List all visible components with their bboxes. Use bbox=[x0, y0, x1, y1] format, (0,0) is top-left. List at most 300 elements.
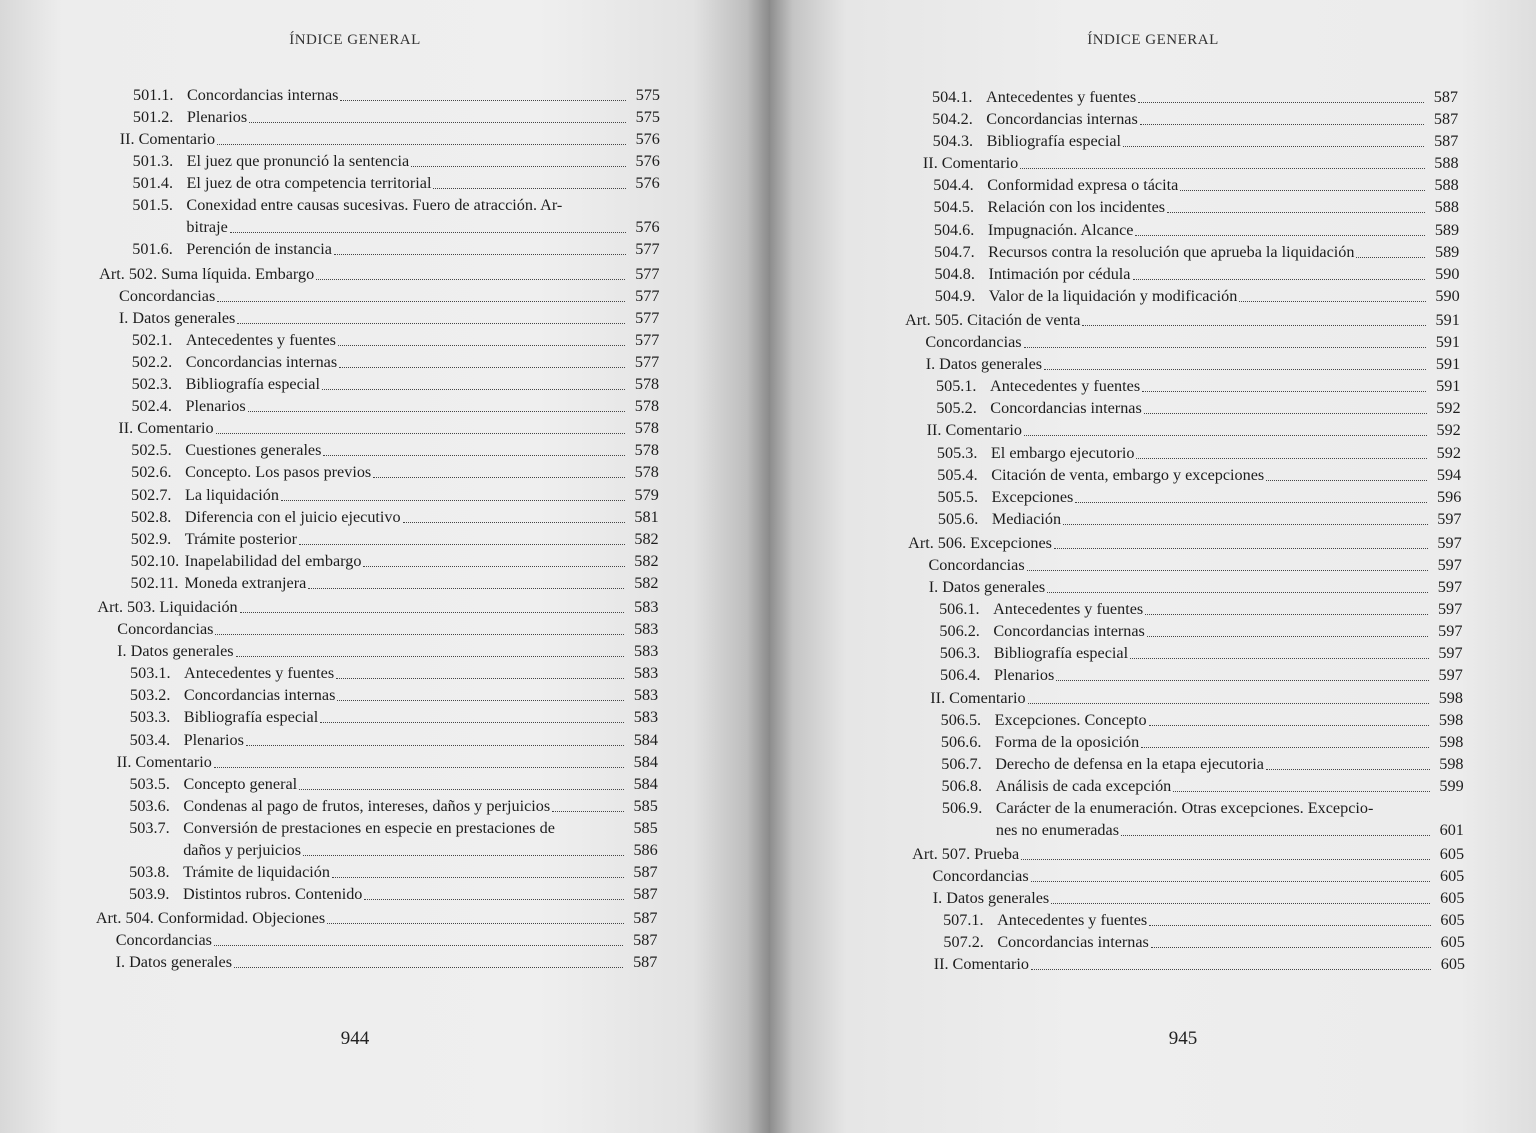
entry-page: 591 bbox=[1435, 355, 1461, 374]
entry-number: 501.6. bbox=[132, 240, 173, 259]
section-entry bbox=[770, 865, 1536, 887]
dot-leader bbox=[332, 876, 624, 878]
entry-number: 503.7. bbox=[129, 818, 170, 837]
subsection-entry bbox=[0, 106, 770, 128]
section-entry bbox=[770, 419, 1536, 441]
entry-number: 506.1. bbox=[939, 600, 980, 619]
dot-leader bbox=[1024, 346, 1426, 348]
entry-title: Bibliografía especial bbox=[185, 375, 320, 394]
subsection-entry bbox=[0, 706, 770, 728]
entry-page: 583 bbox=[633, 686, 659, 705]
entry-title: Concordancias bbox=[932, 867, 1029, 886]
running-head: ÍNDICE GENERAL bbox=[289, 32, 421, 48]
dot-leader bbox=[1054, 547, 1428, 549]
entry-number: 502.7. bbox=[130, 485, 172, 504]
entry-title: I. Datos generales bbox=[117, 642, 234, 661]
dot-leader bbox=[216, 432, 625, 434]
entry-page: 575 bbox=[635, 108, 660, 127]
entry-title: Art. 506. Excepciones bbox=[908, 533, 1052, 552]
dot-leader bbox=[299, 543, 625, 545]
section-entry bbox=[770, 331, 1536, 353]
dot-leader bbox=[299, 788, 624, 790]
entry-page: 583 bbox=[633, 708, 659, 727]
subsection-entry bbox=[770, 797, 1536, 841]
dot-leader bbox=[1121, 834, 1430, 836]
dot-leader bbox=[373, 476, 625, 478]
entry-page: 597 bbox=[1438, 666, 1463, 685]
entry-page: 605 bbox=[1440, 911, 1465, 930]
entry-page: 588 bbox=[1434, 154, 1459, 173]
subsection-entry bbox=[770, 196, 1536, 218]
entry-page: 587 bbox=[1433, 110, 1459, 129]
dot-leader bbox=[234, 966, 623, 968]
entry-title: Trámite de liquidación bbox=[183, 862, 330, 881]
entry-page: 584 bbox=[633, 730, 658, 749]
subsection-entry bbox=[770, 263, 1536, 285]
dot-leader bbox=[1021, 858, 1430, 860]
entry-number: 501.4. bbox=[132, 174, 173, 193]
subsection-entry bbox=[770, 241, 1536, 263]
entry-page: 578 bbox=[634, 419, 659, 438]
dot-leader bbox=[327, 922, 623, 924]
entry-page: 605 bbox=[1439, 845, 1465, 863]
dot-leader bbox=[338, 344, 625, 346]
entry-title: I. Datos generales bbox=[118, 308, 236, 327]
entry-title: II. Comentario bbox=[119, 130, 216, 149]
entry-number: 504.6. bbox=[933, 220, 975, 239]
dot-leader bbox=[364, 898, 623, 900]
entry-title: Plenarios bbox=[185, 397, 246, 416]
entry-page: 583 bbox=[634, 642, 659, 661]
dot-leader bbox=[1142, 390, 1426, 392]
entry-number: 503.9. bbox=[128, 885, 170, 903]
entry-page: 587 bbox=[633, 953, 658, 972]
entry-page: 578 bbox=[634, 463, 659, 482]
section-entry bbox=[0, 417, 770, 439]
dot-leader bbox=[1133, 278, 1426, 280]
entry-page: 577 bbox=[635, 330, 660, 349]
entry-title: Condenas al pago de frutos, intereses, daños y perjuicios bbox=[183, 796, 551, 815]
subsection-entry bbox=[0, 729, 770, 751]
entry-page: 599 bbox=[1439, 776, 1464, 795]
subsection-entry bbox=[770, 642, 1536, 664]
entry-title: Antecedentes y fuentes bbox=[990, 377, 1141, 396]
article-entry bbox=[0, 596, 770, 618]
entry-title: Conformidad expresa o tácita bbox=[987, 176, 1179, 195]
article-entry bbox=[0, 907, 770, 929]
section-entry bbox=[0, 285, 770, 307]
entry-title: Conversión de prestaciones en especie en prestaciones de bbox=[183, 818, 555, 837]
dot-leader bbox=[249, 121, 626, 123]
dot-leader bbox=[1149, 724, 1430, 726]
entry-number: 502.10. bbox=[130, 551, 180, 570]
entry-page: 581 bbox=[634, 507, 659, 526]
entry-title: I. Datos generales bbox=[115, 953, 233, 972]
entry-title: Diferencia con el juicio ejecutivo bbox=[184, 507, 401, 526]
dot-leader bbox=[1020, 167, 1424, 169]
entry-page: 576 bbox=[635, 152, 660, 171]
entry-number: 502.11. bbox=[130, 573, 179, 592]
subsection-entry bbox=[770, 909, 1536, 931]
entry-number: 505.3. bbox=[936, 443, 978, 462]
entry-title: Concepto. Los pasos previos bbox=[185, 463, 372, 482]
subsection-entry bbox=[0, 795, 770, 817]
entry-number: 502.6. bbox=[131, 463, 172, 482]
section-entry bbox=[0, 307, 770, 329]
dot-leader bbox=[1145, 613, 1428, 615]
entry-title: Valor de la liquidación y modificación bbox=[988, 286, 1238, 305]
entry-title: Concordancias internas bbox=[187, 86, 339, 104]
entry-page: 578 bbox=[634, 397, 660, 416]
entry-title: Concordancias internas bbox=[997, 933, 1149, 952]
entry-page: 591 bbox=[1436, 377, 1461, 396]
subsection-entry bbox=[0, 773, 770, 795]
entry-title: Relación con los incidentes bbox=[987, 198, 1166, 217]
entry-page: 597 bbox=[1437, 509, 1462, 528]
entry-page: 578 bbox=[634, 441, 659, 460]
entry-title: Plenarios bbox=[183, 730, 244, 749]
dot-leader bbox=[1180, 189, 1424, 191]
subsection-entry bbox=[0, 528, 770, 550]
entry-page: 577 bbox=[635, 286, 660, 305]
entry-number: 504.7. bbox=[934, 242, 975, 261]
entry-title: Bibliografía especial bbox=[986, 132, 1122, 151]
dot-leader bbox=[1047, 591, 1428, 593]
dot-leader bbox=[281, 499, 625, 501]
entry-page: 583 bbox=[634, 597, 659, 616]
entry-number: 502.4. bbox=[131, 397, 172, 416]
entry-title: Concordancias internas bbox=[986, 110, 1138, 129]
entry-page: 597 bbox=[1438, 644, 1463, 663]
dot-leader bbox=[363, 565, 624, 567]
dot-leader bbox=[303, 854, 624, 856]
entry-number: 506.9. bbox=[941, 799, 983, 817]
subsection-entry bbox=[0, 172, 770, 194]
dot-leader bbox=[248, 410, 625, 412]
entry-number: 506.5. bbox=[940, 710, 982, 729]
entry-title: Antecedentes y fuentes bbox=[997, 911, 1148, 930]
subsection-entry bbox=[0, 684, 770, 706]
dot-leader bbox=[214, 944, 624, 946]
dot-leader bbox=[1028, 702, 1429, 704]
subsection-entry bbox=[0, 572, 770, 594]
entry-title: Art. 502. Suma líquida. Embargo bbox=[99, 264, 315, 283]
subsection-entry bbox=[770, 464, 1536, 486]
entry-number: 503.2. bbox=[129, 686, 171, 705]
entry-number: 504.1. bbox=[932, 88, 973, 106]
dot-leader bbox=[1136, 457, 1426, 459]
dot-leader bbox=[1027, 569, 1428, 571]
entry-title: Inapelabilidad del embargo bbox=[184, 551, 362, 570]
entry-title: Perención de instancia bbox=[186, 240, 332, 259]
entry-page: 588 bbox=[1434, 176, 1459, 195]
entry-page: 601 bbox=[1439, 821, 1464, 839]
entry-number: 504.3. bbox=[932, 132, 974, 151]
entry-title: Citación de venta, embargo y excepciones bbox=[991, 465, 1265, 484]
entry-page: 587 bbox=[633, 862, 658, 881]
running-head: ÍNDICE GENERAL bbox=[1087, 32, 1219, 48]
article-entry bbox=[770, 532, 1536, 554]
entry-number: 501.2. bbox=[132, 108, 174, 127]
subsection-entry bbox=[0, 506, 770, 528]
entry-title: Concordancias bbox=[925, 333, 1022, 352]
dot-leader bbox=[320, 721, 624, 723]
entry-title: Bibliografía especial bbox=[993, 644, 1129, 663]
subsection-entry bbox=[0, 329, 770, 351]
entry-page: 589 bbox=[1434, 242, 1460, 261]
entry-title: Concordancias bbox=[115, 931, 212, 950]
entry-title: Recursos contra la resolución que aprueba la liquidación bbox=[988, 242, 1355, 261]
entry-page: 587 bbox=[633, 885, 658, 903]
dot-leader bbox=[230, 231, 626, 233]
entry-number: 506.2. bbox=[939, 622, 980, 641]
subsection-entry bbox=[0, 439, 770, 461]
subsection-entry bbox=[0, 194, 770, 238]
entry-title: Plenarios bbox=[994, 666, 1055, 685]
dot-leader bbox=[1082, 324, 1425, 326]
entry-page: 591 bbox=[1435, 310, 1460, 329]
subsection-entry bbox=[0, 861, 770, 883]
section-entry bbox=[0, 929, 770, 951]
subsection-entry bbox=[0, 150, 770, 172]
entry-page: 579 bbox=[634, 485, 659, 504]
subsection-entry bbox=[770, 219, 1536, 241]
subsection-entry bbox=[770, 86, 1536, 108]
section-entry bbox=[770, 887, 1536, 909]
entry-title: Antecedentes y fuentes bbox=[986, 88, 1137, 106]
entry-page: 598 bbox=[1438, 688, 1463, 707]
dot-leader bbox=[236, 655, 625, 657]
subsection-entry bbox=[0, 351, 770, 373]
section-entry bbox=[770, 576, 1536, 598]
entry-number: 502.3. bbox=[131, 375, 173, 394]
dot-leader bbox=[1173, 790, 1429, 792]
article-entry bbox=[770, 843, 1536, 865]
entry-title: Cuestiones generales bbox=[185, 441, 322, 460]
entry-number: 503.3. bbox=[129, 708, 171, 727]
dot-leader bbox=[336, 677, 624, 679]
entry-number: 506.3. bbox=[939, 644, 981, 663]
dot-leader bbox=[1063, 523, 1427, 525]
entry-number: 502.5. bbox=[131, 441, 172, 460]
subsection-entry bbox=[770, 931, 1536, 953]
entry-page: 598 bbox=[1439, 754, 1464, 773]
dot-leader bbox=[1141, 746, 1429, 748]
entry-page: 597 bbox=[1438, 622, 1463, 641]
dot-leader bbox=[1051, 902, 1430, 904]
subsection-entry bbox=[770, 397, 1536, 419]
dot-leader bbox=[1151, 946, 1431, 948]
entry-title: Concepto general bbox=[183, 774, 298, 793]
section-entry bbox=[0, 128, 770, 150]
dot-leader bbox=[240, 611, 625, 613]
entry-page: 578 bbox=[634, 375, 660, 394]
entry-number: 501.5. bbox=[132, 196, 173, 215]
entry-page: 596 bbox=[1437, 487, 1462, 506]
right-page bbox=[770, 0, 1536, 1133]
dot-leader bbox=[323, 454, 625, 456]
entry-page: 589 bbox=[1434, 220, 1460, 239]
dot-leader bbox=[411, 165, 626, 167]
entry-page: 597 bbox=[1437, 555, 1462, 574]
dot-leader bbox=[215, 633, 624, 635]
dot-leader bbox=[1123, 145, 1424, 147]
entry-title: Art. 503. Liquidación bbox=[97, 597, 238, 616]
entry-title: Concordancias bbox=[119, 286, 216, 305]
subsection-entry bbox=[770, 285, 1536, 307]
subsection-entry bbox=[770, 620, 1536, 642]
entry-page: 598 bbox=[1439, 732, 1464, 751]
dot-leader bbox=[1266, 479, 1427, 481]
dot-leader bbox=[1044, 368, 1426, 370]
subsection-entry bbox=[0, 461, 770, 483]
dot-leader bbox=[433, 187, 625, 189]
section-entry bbox=[770, 152, 1536, 174]
dot-leader bbox=[403, 521, 625, 523]
entry-page: 576 bbox=[635, 130, 660, 149]
entry-page: 592 bbox=[1436, 399, 1461, 418]
dot-leader bbox=[1135, 234, 1425, 236]
subsection-entry bbox=[770, 664, 1536, 686]
entry-number: 502.1. bbox=[131, 330, 173, 349]
entry-number: 507.1. bbox=[943, 911, 984, 930]
entry-page: 598 bbox=[1438, 710, 1464, 729]
dot-leader bbox=[1167, 211, 1425, 213]
entry-page: 582 bbox=[634, 551, 659, 570]
entry-number: 505.5. bbox=[937, 487, 978, 506]
dot-leader bbox=[340, 99, 626, 101]
dot-leader bbox=[237, 322, 625, 324]
dot-leader bbox=[217, 300, 625, 302]
entry-title: Derecho de defensa en la etapa ejecutoria bbox=[995, 754, 1264, 773]
dot-leader bbox=[1056, 679, 1429, 681]
dot-leader bbox=[1266, 768, 1430, 770]
dot-leader bbox=[1149, 924, 1430, 926]
entry-title: I. Datos generales bbox=[928, 578, 1046, 597]
entry-title: Concordancias internas bbox=[993, 622, 1145, 641]
entry-title: Conexidad entre causas sucesivas. Fuero de atracción. Ar- bbox=[186, 196, 563, 215]
entry-page: 577 bbox=[635, 240, 660, 259]
entry-title: El embargo ejecutorio bbox=[990, 443, 1135, 462]
entry-title: El juez de otra competencia territorial bbox=[186, 174, 432, 193]
subsection-entry bbox=[0, 817, 770, 861]
subsection-entry bbox=[770, 130, 1536, 152]
entry-title: Plenarios bbox=[186, 108, 248, 127]
dot-leader bbox=[217, 143, 626, 145]
entry-title: Art. 507. Prueba bbox=[912, 845, 1020, 863]
entry-number: 504.4. bbox=[933, 176, 974, 195]
entry-title: Distintos rubros. Contenido bbox=[182, 885, 363, 903]
subsection-entry bbox=[0, 883, 770, 905]
dot-leader bbox=[1356, 256, 1425, 258]
entry-number: 505.6. bbox=[937, 509, 979, 528]
entry-title: Concordancias internas bbox=[990, 399, 1142, 418]
entry-page: 585 bbox=[633, 796, 658, 815]
entry-title: II. Comentario bbox=[116, 752, 212, 771]
entry-number: 502.9. bbox=[130, 529, 172, 548]
dot-leader bbox=[316, 278, 625, 280]
entry-title-continued: daños y perjuicios bbox=[183, 840, 301, 859]
entry-number: 504.2. bbox=[932, 110, 973, 129]
index-entries bbox=[770, 86, 1536, 976]
entry-title: I. Datos generales bbox=[925, 355, 1043, 374]
subsection-entry bbox=[770, 108, 1536, 130]
entry-title: Excepciones bbox=[991, 487, 1074, 506]
entry-title: Art. 505. Citación de venta bbox=[905, 310, 1081, 329]
subsection-entry bbox=[770, 598, 1536, 620]
dot-leader bbox=[334, 253, 626, 255]
entry-title-continued: bitraje bbox=[186, 218, 228, 237]
entry-page: 586 bbox=[633, 840, 658, 859]
entry-title: Excepciones. Concepto bbox=[994, 710, 1147, 729]
section-entry bbox=[0, 640, 770, 662]
subsection-entry bbox=[0, 550, 770, 572]
entry-page: 582 bbox=[634, 529, 659, 548]
entry-title: Antecedentes y fuentes bbox=[184, 664, 335, 683]
entry-number: 503.5. bbox=[129, 774, 170, 793]
subsection-entry bbox=[0, 84, 770, 106]
entry-page: 583 bbox=[633, 664, 659, 683]
entry-page: 590 bbox=[1435, 264, 1460, 283]
subsection-entry bbox=[0, 484, 770, 506]
dot-leader bbox=[1075, 501, 1427, 503]
entry-title: II. Comentario bbox=[926, 421, 1022, 440]
entry-title: Bibliografía especial bbox=[183, 708, 319, 727]
dot-leader bbox=[1144, 412, 1427, 414]
entry-number: 504.5. bbox=[933, 198, 974, 217]
entry-page: 590 bbox=[1435, 286, 1460, 305]
entry-page: 594 bbox=[1436, 465, 1462, 484]
entry-page: 592 bbox=[1436, 443, 1461, 462]
entry-title: Moneda extranjera bbox=[184, 573, 307, 592]
entry-number: 505.4. bbox=[937, 465, 978, 484]
entry-page: 576 bbox=[635, 174, 660, 193]
dot-leader bbox=[1031, 968, 1431, 970]
entry-title: Intimación por cédula bbox=[988, 264, 1131, 283]
entry-title-continued: nes no enumeradas bbox=[995, 821, 1120, 839]
entry-page: 587 bbox=[633, 931, 658, 950]
subsection-entry bbox=[0, 662, 770, 684]
entry-page: 584 bbox=[633, 774, 658, 793]
entry-number: 503.8. bbox=[129, 862, 170, 881]
section-entry bbox=[770, 953, 1536, 975]
dot-leader bbox=[1140, 123, 1424, 125]
dot-leader bbox=[339, 366, 625, 368]
dot-leader bbox=[214, 766, 624, 768]
subsection-entry bbox=[770, 174, 1536, 196]
entry-title: Concordancias internas bbox=[185, 352, 338, 371]
entry-page: 587 bbox=[1433, 88, 1458, 106]
subsection-entry bbox=[770, 731, 1536, 753]
entry-title: Carácter de la enumeración. Otras excepciones. Excepcio- bbox=[995, 799, 1374, 817]
entry-page: 587 bbox=[633, 909, 658, 928]
entry-title: Concordancias internas bbox=[183, 686, 336, 705]
subsection-entry bbox=[770, 375, 1536, 397]
entry-page: 584 bbox=[633, 752, 658, 771]
entry-title: Impugnación. Alcance bbox=[987, 220, 1134, 239]
entry-title: La liquidación bbox=[184, 485, 279, 504]
entry-number: 506.4. bbox=[940, 666, 981, 685]
article-entry bbox=[0, 263, 770, 285]
entry-page: 577 bbox=[634, 352, 660, 371]
subsection-entry bbox=[770, 775, 1536, 797]
entry-number: 506.6. bbox=[940, 732, 982, 751]
entry-title: II. Comentario bbox=[922, 154, 1019, 173]
section-entry bbox=[770, 687, 1536, 709]
entry-title: Antecedentes y fuentes bbox=[185, 330, 336, 349]
subsection-entry bbox=[770, 753, 1536, 775]
subsection-entry bbox=[770, 709, 1536, 731]
